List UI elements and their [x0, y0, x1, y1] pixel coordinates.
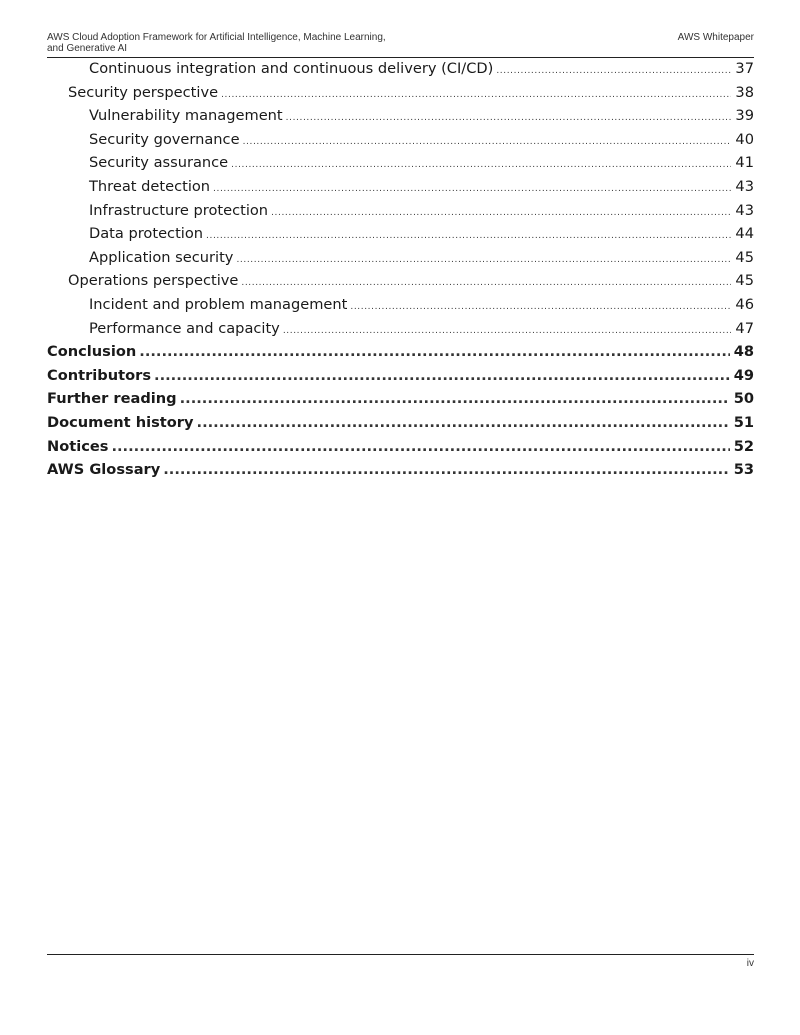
toc-entry-incident-and-problem-management[interactable]: [47, 296, 754, 320]
toc-dot-leader: [163, 461, 729, 478]
toc-entry-label: Incident and problem management: [89, 295, 348, 313]
table-of-contents: [47, 60, 754, 485]
toc-entry-label: Contributors: [47, 366, 152, 384]
toc-dot-leader: [283, 326, 732, 336]
toc-entry-page: 50: [733, 390, 754, 408]
toc-dot-leader: [271, 208, 731, 218]
toc-entry-label: Further reading: [47, 390, 177, 408]
toc-entry-label: Vulnerability management: [89, 107, 283, 125]
toc-entry-label: Operations perspective: [68, 272, 239, 290]
toc-dot-leader: [213, 184, 731, 194]
toc-dot-leader: [139, 343, 729, 360]
toc-entry-label: Document history: [47, 413, 194, 431]
toc-entry-label: Conclusion: [47, 343, 137, 361]
toc-dot-leader: [350, 302, 731, 312]
toc-entry-threat-detection[interactable]: [47, 178, 754, 202]
toc-entry-label: Infrastructure protection: [89, 201, 269, 219]
toc-entry-aws-glossary[interactable]: [47, 461, 754, 485]
toc-entry-ci-cd[interactable]: [47, 60, 754, 84]
toc-entry-data-protection[interactable]: [47, 225, 754, 249]
toc-entry-page: 37: [735, 60, 754, 77]
toc-entry-page: 46: [735, 295, 754, 313]
toc-entry-performance-and-capacity[interactable]: [47, 320, 754, 344]
toc-entry-label: Threat detection: [89, 177, 211, 195]
toc-entry-page: 43: [735, 177, 754, 195]
toc-dot-leader: [206, 231, 731, 241]
toc-dot-leader: [236, 255, 731, 265]
toc-dot-leader: [286, 113, 732, 123]
toc-entry-page: 48: [733, 343, 754, 361]
toc-entry-further-reading[interactable]: [47, 390, 754, 414]
toc-entry-page: 51: [733, 413, 754, 431]
toc-entry-label: Security governance: [89, 130, 240, 148]
toc-entry-security-perspective[interactable]: [47, 84, 754, 108]
toc-entry-page: 45: [735, 248, 754, 266]
page-number: iv: [746, 958, 754, 969]
toc-entry-page: 49: [733, 366, 754, 384]
toc-entry-page: 39: [735, 107, 754, 125]
toc-entry-page: 52: [733, 437, 754, 455]
toc-entry-document-history[interactable]: [47, 414, 754, 438]
toc-dot-leader: [496, 66, 731, 76]
page-header: [47, 31, 754, 58]
page-footer: [47, 954, 754, 969]
toc-entry-page: 41: [735, 154, 754, 172]
toc-entry-label: Security assurance: [89, 154, 229, 172]
toc-entry-label: Security perspective: [68, 83, 219, 101]
document-title: [47, 32, 447, 54]
toc-entry-label: AWS Glossary: [47, 461, 161, 479]
toc-dot-leader: [231, 160, 731, 170]
toc-entry-label: Application security: [89, 248, 234, 266]
toc-entry-page: 44: [735, 225, 754, 243]
toc-entry-page: 40: [735, 130, 754, 148]
toc-entry-label: Data protection: [89, 225, 204, 243]
toc-dot-leader: [180, 390, 730, 407]
document-type: AWS Whitepaper: [677, 32, 754, 43]
toc-dot-leader: [243, 137, 732, 147]
toc-dot-leader: [221, 90, 731, 100]
toc-entry-notices[interactable]: [47, 438, 754, 462]
toc-entry-label: Notices: [47, 437, 109, 455]
toc-entry-page: 53: [733, 461, 754, 479]
toc-entry-contributors[interactable]: [47, 367, 754, 391]
toc-dot-leader: [241, 278, 731, 288]
toc-entry-page: 45: [735, 272, 754, 290]
toc-dot-leader: [154, 367, 730, 384]
toc-entry-infrastructure-protection[interactable]: [47, 202, 754, 226]
toc-entry-operations-perspective[interactable]: [47, 272, 754, 296]
toc-entry-application-security[interactable]: [47, 249, 754, 273]
toc-entry-page: 38: [735, 83, 754, 101]
toc-entry-label: Performance and capacity: [89, 319, 280, 337]
toc-entry-security-assurance[interactable]: [47, 154, 754, 178]
document-title-line-2: and Generative AI: [47, 43, 128, 54]
toc-entry-label: Continuous integration and continuous delivery (CI/CD): [89, 60, 494, 77]
toc-dot-leader: [197, 414, 730, 431]
toc-entry-page: 47: [735, 319, 754, 337]
toc-entry-page: 43: [735, 201, 754, 219]
toc-dot-leader: [111, 438, 729, 455]
toc-entry-conclusion[interactable]: [47, 343, 754, 367]
toc-entry-security-governance[interactable]: [47, 131, 754, 155]
toc-entry-vulnerability-management[interactable]: [47, 107, 754, 131]
document-title-line-1: AWS Cloud Adoption Framework for Artificial Intelligence, Machine Learning,: [47, 32, 386, 43]
